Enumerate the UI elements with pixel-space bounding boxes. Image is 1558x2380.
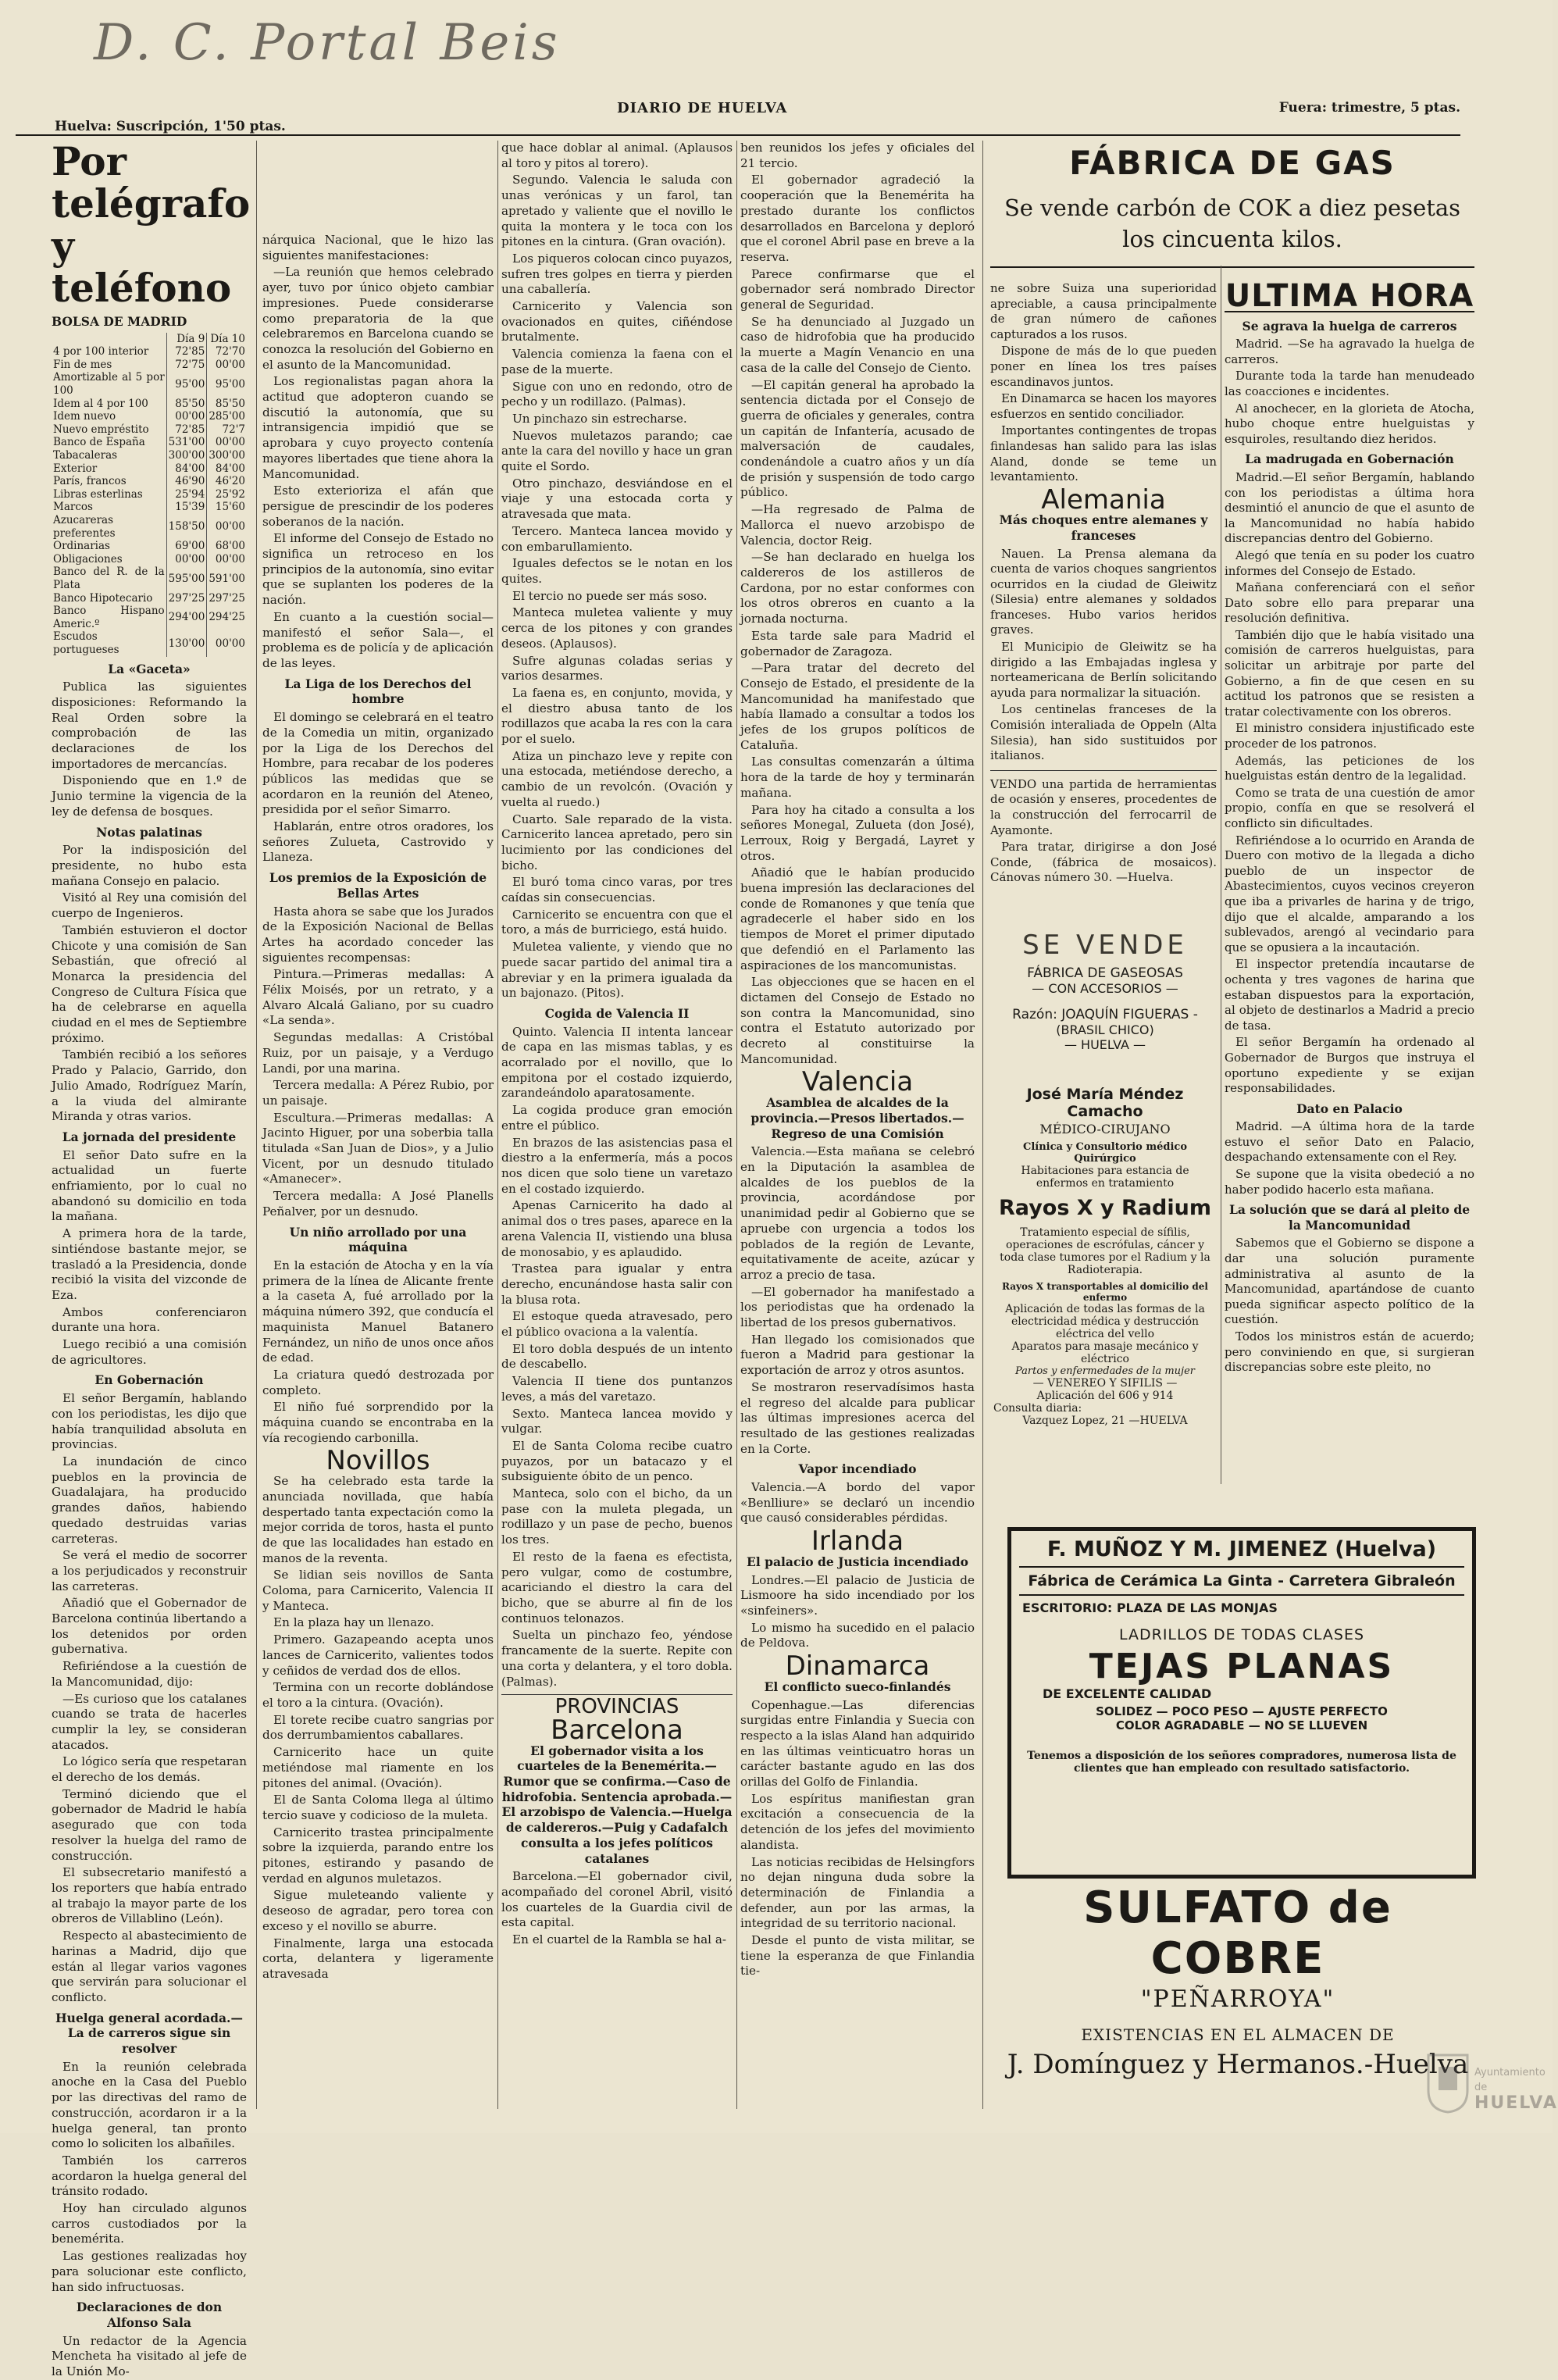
table-row: 4 por 100 interior 72'85 72'70 [53,345,245,359]
paragraph: Parece confirmarse que el gobernador será nombrado Director general de Seguridad. [740,266,975,312]
ad-title: Rayos X y Radium [999,1196,1211,1220]
paragraph: —Para tratar del decreto del Consejo de Estado, el presidente de la Mancomunidad ha manifestado que había llamado a consultar a todos los jefes de los grupos políticos de Cataluña. [740,661,975,752]
paragraph: Añadió que le habían producido buena impresión las declaraciones del conde de Romanones y que tenía que agradecerle el haber sido en los tiempos de Moret el primer diputado que defendió en el Parlamento las aspiraciones de los mancomunistas. [740,865,975,972]
paragraph: Desde el punto de vista militar, se tiene la esperanza de que Finlandia tie- [740,1933,975,1979]
paragraph: Se supone que la visita obedeció a no haber podido hacerlo esta mañana. [1225,1167,1474,1197]
paragraph: El torete recibe cuatro sangrias por dos derrumbamientos caballares. [262,1712,494,1743]
paragraph: Tercera medalla: A José Planells Peñalver, por un desnudo. [262,1189,494,1219]
paragraph: El señor Dato sufre en la actualidad un fuerte enfriamiento, por lo cual no abandonó su domicilio en toda la mañana. [52,1147,247,1224]
ad-title: TEJAS PLANAS [1089,1647,1395,1686]
paragraph: El tercio no puede ser más soso. [512,588,708,603]
paragraph: Se verá el medio de socorrer a los perjudicados y reconstruir las carreteras. [52,1548,247,1593]
table-row: Marcos 15'39 15'60 [53,501,245,514]
ad-text: LADRILLOS DE TODAS CLASES [1118,1626,1365,1643]
section-title: ULTIMA HORA [1225,278,1474,314]
paragraph: El gobernador agradeció la cooperación que la Benemérita ha prestado durante los conflictos desarrollados en Barcelona y deploró que el coronel Abril pase en breve a la reserva. [740,173,975,264]
paragraph: Sabemos que el Gobierno se dispone a dar una solución puramente administrativa al asunto de la Mancomunidad, apartándose de cuanto pueda significar aspecto político de la cuestión. [1225,1236,1474,1327]
section-heading: Irlanda [811,1525,904,1558]
paragraph: El domingo se celebrará en el teatro de la Comedia un mitin, organizado por la Liga de los Derechos del Hombre, para recabar de los poderes públicos las medidas que se acordaron en la reunión del Ateneo, presidida por el señor Simarro. [262,710,494,817]
ad-text: los cincuenta kilos. [1122,226,1342,252]
paragraph: Se mostraron reservadísimos hasta el regreso del alcalde para publicar las últimas impresiones acerca del resultado de las gestiones realizadas en la Corte. [740,1379,975,1456]
ad-title: SULFATO de COBRE [1083,1882,1392,1984]
ad-title: FÁBRICA DE GAS [1069,144,1396,182]
paragraph: Las consultas comenzarán a última hora de la tarde de hoy y terminarán mañana. [740,755,975,800]
paragraph: El de Santa Coloma recibe cuatro puyazos, por un batacazo y el subsiguiente óbito de un penco. [501,1438,733,1484]
paragraph: El resto de la faena es efectista, pero vulgar, como de costumbre, acariciando el diestro la cara del bicho, que se aburre al fin de los continuos telonazos. [501,1549,733,1625]
paragraph: Refiriéndose a la cuestión de la Mancomunidad, dijo: [52,1659,247,1689]
table-row: Amortizable al 5 por 100 95'00 95'00 [53,371,245,398]
paragraph: Suelta un pinchazo feo, yéndose francamente de la suerte. Repite con una corta y delantera, y el toro dobla. (Palmas). [501,1628,733,1689]
article-heading: Se agrava la huelga de carreros [1242,318,1457,334]
ad-text: — HUELVA — [1064,1037,1146,1052]
ad-medico [993,1086,1217,1492]
ad-text: Vazquez Lopez, 21 —HUELVA [1022,1415,1188,1427]
column-ultima-hora [1225,278,1474,1500]
paragraph: También recibió a los señores Prado y Palacio, Garrido, don Julio Amado, Rodríguez Marín, a la viuda del almirante Miranda y otras varios. [52,1047,247,1124]
paragraph: Los espíritus manifiestan gran excitación a consecuencia de la detención de los jefes del movimiento alandista. [740,1791,975,1852]
classified-ad: VENDO una partida de herramientas de ocasión y enseres, procedentes de la construcción del ferrocarril de Ayamonte. [990,776,1217,837]
table-row: Banco del R. de la Plata 595'00 591'00 [53,566,245,591]
paragraph: Además, las peticiones de los huelguistas están dentro de la legalidad. [1225,753,1474,783]
paragraph: Dispone de más de lo que pueden poner en línea los tres países escandinavos juntos. [990,344,1217,389]
paragraph: Como se trata de una cuestión de amor propio, confía en que se resolverá el conflicto sin dificultades. [1225,785,1474,830]
paragraph: Disponiendo que en 1.º de Junio termine la vigencia de la ley de defensa de bosques. [52,773,247,819]
column-1 [52,138,251,2379]
ad-title: F. MUÑOZ Y M. JIMENEZ (Huelva) [1046,1537,1437,1561]
paragraph: En la estación de Atocha y en la vía primera de la línea de Alicante frente a la caseta A, fué arrollado por la máquina número 392, que conducía el maquinista Manuel Batanero Fernández, un niño de unos once años de edad. [262,1258,494,1365]
paragraph: Madrid.—El señor Bergamín, hablando con los periodistas a última hora desmintió el anuncio de que el asunto de la Mancomunidad no había habido discrepancias dentro del Gobierno. [1225,469,1474,546]
ad-text: Tratamiento especial de sífilis, operaciones de escrófulas, cáncer y toda clase tumores por el Radium y la Radioterapia. [1000,1226,1210,1276]
ad-text: SOLIDEZ — POCO PESO — AJUSTE PERFECTO [1096,1704,1388,1718]
paragraph: ben reunidos los jefes y oficiales del 21 tercio. [740,141,975,170]
section-heading: PROVINCIAS [501,1694,733,1715]
paragraph: Sigue con uno en redondo, otro de pecho y un rodillazo. (Palmas). [501,379,733,409]
column-divider [982,141,983,2109]
paragraph: El Municipio de Gleiwitz se ha dirigido a las Embajadas inglesa y norteamericana de Berlín solicitando ayuda para normalizar la situación. [990,640,1217,700]
table-row: Obligaciones 00'00 00'00 [53,552,245,566]
column-divider [736,141,737,2109]
ad-text: Habitaciones para estancia de enfermos en tratamiento [1021,1165,1189,1190]
paragraph: Carnicerito trastea principalmente sobre la izquierda, parando entre los pitones, estirando y pasando de verdad en algunos muletazos. [262,1825,494,1886]
column-3 [501,141,733,2093]
paragraph: Lo mismo ha sucedido en el palacio de Peldova. [740,1620,975,1650]
paragraph: Respecto al abastecimiento de harinas a Madrid, dijo que están al llegar varios vagones que servirán para solucionar el conflicto. [52,1929,247,2004]
paragraph: Carnicerito se encuentra con que el toro, a más de burriciego, está huido. [501,907,733,937]
paragraph: El inspector pretendía incautarse de ochenta y tres vagones de harina que estaban dispuestos para la exportación, al objeto de destinarlos a Madrid a precio de tasa. [1225,957,1474,1033]
stock-heading: BOLSA DE MADRID [52,314,187,329]
article-heading: Huelga general acordada.—La de carreros sigue sin resolver [55,2010,243,2057]
ad-text: Aplicación de todas las formas de la electricidad médica y destrucción eléctrica del vello [1005,1303,1205,1340]
paragraph: Las noticias recibidas de Helsingfors no dejan ninguna duda sobre la determinación de Finlandia a defender, aun por las armas, la integridad de su territorio nacional. [740,1854,975,1931]
outside-price: Fuera: trimestre, 5 ptas. [1278,100,1460,116]
column-divider [497,141,498,2109]
table-row: Idem al 4 por 100 85'50 85'50 [53,397,245,410]
ad-title: SE VENDE [1022,930,1188,961]
paragraph: Alegó que tenía en su poder los cuatro informes del Consejo de Estado. [1225,548,1474,578]
paragraph: Las objecciones que se hacen en el dictamen del Consejo de Estado no son contra la Mancomunidad, sino contra el Estatuto autorizado por decreto al constituirse la Mancomunidad. [740,975,975,1066]
ad-text: MÉDICO-CIRUJANO [1039,1122,1171,1136]
paragraph: Los piqueros colocan cinco puyazos, sufren tres golpes en tierra y pierden una caballería. [501,251,733,297]
paragraph: que hace doblar al animal. (Aplausos al toro y pitos al torero). [501,141,733,170]
table-row: París, francos 46'90 46'20 [53,475,245,488]
paragraph: Copenhague.—Las diferencias surgidas entre Finlandia y Suecia con respecto a la islas Aland han adquirido en las últimas veinticuatro horas un carácter bastante agudo en las dos orillas del Golfo de Finlandia. [740,1697,975,1789]
ad-text: Fábrica de Cerámica La Ginta - Carretera Gibraleón [1028,1572,1456,1590]
ad-text: "PEÑARROYA" [1140,1986,1335,2013]
section-heading: Novillos [326,1445,430,1477]
table-row: Tabacaleras 300'00 300'00 [53,449,245,462]
ad-ceramica [1007,1527,1476,1879]
paragraph: También estuvieron el doctor Chicote y una comisión de San Sebastián, que ofreció al Monarca la presidencia del Congreso de Cultura Física que ha de celebrarse en aquella ciudad en el mes de Septiembre próximo. [52,922,247,1045]
paragraph: El subsecretario manifestó a los reporters que había entrado al trabajo la mayor parte de los obreros de Villablino (León). [52,1865,247,1926]
paragraph: Hablarán, entre otros oradores, los señores Zulueta, Castrovido y Llaneza. [262,819,494,865]
paragraph: Todos los ministros están de acuerdo; pero conviniendo en que, si surgieran discrepancias sobre este pleito, no [1225,1329,1474,1375]
article-heading: Vapor incendiado [798,1461,917,1477]
article-heading: Los premios de la Exposición de Bellas Artes [269,870,487,901]
column-5 [990,281,1217,914]
paragraph: Carnicerito hace un quite metiéndose mal riamente en los pitones del animal. (Ovación). [262,1745,494,1790]
paragraph: El informe del Consejo de Estado no significa un retroceso en los principios de la autonomía, sino evitar que se suplanten los poderes de la nación. [262,531,494,608]
paragraph: También dijo que le había visitado una comisión de carreros huelguistas, para solicitar un arbitraje por parte del Gobierno, a fin de que cesen en su actitud los patronos que se resisten a tratar colectivamente con los obreros. [1225,627,1474,719]
paragraph: El ministro considera injustificado este proceder de los patronos. [1225,721,1474,751]
paragraph: En cuanto a la cuestión social—manifestó el señor Sala—, el problema es de policía y de aplicación de las leyes. [262,609,494,670]
ad-text: EXISTENCIAS EN EL ALMACEN DE [1081,2025,1395,2044]
paragraph: Refiriéndose a lo ocurrido en Aranda de Duero con motivo de la llegada a dicho pueblo de un inspector de Abastecimientos, cuyos vecinos creyeron que iba a privarles de harina y de trigo, dijo que el alcalde, amparando a los sublevados, arengó al vecindario para que se opusiera a la incautación. [1225,833,1474,954]
paragraph: En la plaza hay un llenazo. [273,1615,434,1630]
ad-text: ESCRITORIO: PLAZA DE LAS MONJAS [1022,1600,1278,1615]
paragraph: Sexto. Manteca lancea movido y vulgar. [501,1406,733,1436]
article-heading: Declaraciones de don Alfonso Sala [76,2300,223,2330]
table-row: Banco Hispano Americ.º 294'00 294'25 [53,605,245,630]
paragraph: Segundas medallas: A Cristóbal Ruiz, por un paisaje, y a Verdugo Landi, por una marina. [262,1030,494,1076]
paragraph: ne sobre Suiza una superioridad apreciable, a causa principalmente de gran número de cañones capturados a los rusos. [990,281,1217,341]
article-subheading: Más choques entre alemanes y franceses [999,512,1208,543]
ad-text: Aplicación del 606 y 914 [1036,1390,1174,1402]
ad-sulfato [1000,1882,1476,2080]
paragraph: Manteca, solo con el bicho, da un pase con la muleta plegada, un rodillazo y un pase de pecho, buenos los tres. [501,1486,733,1547]
paragraph: Valencia II tiene dos puntanzos leves, a más del varetazo. [501,1374,733,1404]
article-heading: Un niño arrollado por una máquina [289,1224,467,1255]
column-divider [256,141,257,2109]
paragraph: Segundo. Valencia le saluda con unas verónicas y un farol, tan apretado y valiente que el novillo le quita la montera y le toca con los pitones en la cintura. (Gran ovación). [501,173,733,249]
paragraph: Los centinelas franceses de la Comisión interaliada de Oppeln (Alta Silesia), han sido sustituidos por italianos. [990,702,1217,763]
table-row: Idem nuevo 00'00 285'00 [53,410,245,423]
local-price: Huelva: Suscripción, 1'50 ptas. [55,119,286,134]
article-heading: Dato en Palacio [1296,1101,1403,1116]
article-heading: La solución que se dará al pleito de la Mancomunidad [1228,1202,1471,1233]
article-heading: La jornada del presidente [62,1129,237,1144]
paragraph: Londres.—El palacio de Justicia de Lismoore ha sido incendiado por los «sinfeiners». [740,1572,975,1618]
paragraph: Valencia.—Esta mañana se celebró en la Diputación la asamblea de alcaldes de los pueblos de la provincia, acordándose por unanimidad pedir al Gobierno que se apruebe con urgencia a todos los poblados de la región de Levante, equitativamente de aceite, azúcar y arroz a precio de tasa. [740,1144,975,1282]
section-heading: Dinamarca [785,1650,930,1682]
paragraph: La cogida produce gran emoción entre el público. [501,1103,733,1133]
paragraph: Valencia.—A bordo del vapor «Benlliure» se declaró un incendio que causó considerables pérdidas. [740,1480,975,1525]
city-seal-icon [1424,2051,1471,2114]
paragraph: Termina con un recorte doblándose el toro a la cintura. (Ovación). [262,1680,494,1710]
paragraph: Se ha denunciado al Juzgado un caso de hidrofobia que ha producido la muerte a Magín Venancio en una casa de la calle del Consejo de Ciento. [740,314,975,375]
ad-title: José María Méndez Camacho [1026,1086,1184,1120]
paragraph: Madrid. —Se ha agravado la huelga de carreros. [1225,337,1474,366]
paragraph: El señor Bergamín, hablando con los periodistas, les dijo que había tranquilidad absoluta en provincias. [52,1391,247,1452]
table-row: Ordinarias 69'00 68'00 [53,540,245,553]
article-heading: Notas palatinas [96,824,202,840]
ad-text: — VENEREO Y SIFILIS — [1032,1377,1178,1390]
paragraph: Quinto. Valencia II intenta lancear de capa en las mismas tablas, y es acorralado por el novillo, que lo empitona por el costado izquierdo, zarandeándolo aparatosamente. [501,1024,733,1101]
paragraph: Esta tarde sale para Madrid el gobernador de Zaragoza. [740,628,975,658]
paragraph: El estoque queda atravesado, pero el público ovaciona a la valentía. [501,1309,733,1340]
paragraph: El toro dobla después de un intento de descabello. [501,1341,733,1372]
classified-ad: Para tratar, dirigirse a don José Conde, (fábrica de mosaicos). Cánovas número 30. —Huelva. [990,840,1217,885]
table-row: Nuevo empréstito 72'85 72'7 [53,423,245,436]
column-2 [262,233,494,2186]
paragraph: Iguales defectos se le notan en los quites. [501,556,733,586]
table-row: Azucareras preferentes 158'50 00'00 [53,514,245,540]
paragraph: Lo lógico sería que respetaran el derecho de los demás. [52,1754,247,1785]
paragraph: Ambos conferenciaron durante una hora. [52,1304,247,1335]
paragraph: Para hoy ha citado a consulta a los señores Monegal, Zulueta (don José), Lerroux, Roig y Bergadá, Layret y otros. [740,802,975,863]
section-heading: Barcelona [551,1714,683,1746]
ad-text: — CON ACCESORIOS — [1032,981,1178,996]
paragraph: La inundación de cinco pueblos en la provincia de Guadalajara, ha producido grandes daños, habiendo quedado destruidas varias carreteras. [52,1454,247,1546]
paragraph: Mañana conferenciará con el señor Dato sobre ello para preparar una resolución definitiva. [1225,580,1474,626]
ad-se-vende [993,930,1217,1070]
section-title: Por telégrafo y teléfono [52,138,251,311]
stock-table [52,333,247,657]
paragraph: El señor Bergamín ha ordenado al Gobernador de Burgos que instruya el oportuno expediente y se exijan responsabilidades. [1225,1035,1474,1096]
paragraph: Barcelona.—El gobernador civil, acompañado del coronel Abril, visitó los cuarteles de la Guardia civil de esta capital. [501,1869,733,1930]
paragraph: Atiza un pinchazo leve y repite con una estocada, metiéndose derecho, a cambio de un revolcón. (Ovación y vuelta al ruedo.) [501,748,733,809]
paragraph: nárquica Nacional, que le hizo las siguientes manifestaciones: [262,233,494,262]
paragraph: Muletea valiente, y viendo que no puede sacar partido del animal tira a abreviar y en la primera igualada da un bajonazo. (Pitos). [501,940,733,1001]
ad-text: Partos y enfermedades de la mujer [1015,1365,1195,1377]
paragraph: Por la indisposición del presidente, no hubo esta mañana Consejo en palacio. [52,843,247,888]
paragraph: Hoy han circulado algunos carros custodiados por la benemérita. [52,2201,247,2246]
masthead [16,100,1460,139]
paragraph: El de Santa Coloma llega al último tercio suave y codicioso de la muleta. [262,1793,494,1822]
paragraph: Se ha celebrado esta tarde la anunciada novillada, que había despertado tanta expectación como la mejor corrida de toros, hasta el punto de que las localidades han estado en manos de la reventa. [262,1474,494,1565]
paragraph: La faena es, en conjunto, movida, y el diestro abusa tanto de los rodillazos que acaba la res con la cara por el suelo. [501,685,733,747]
paragraph: —Es curioso que los catalanes cuando se trata de hacerles cumplir la ley, se consideran atacados. [52,1691,247,1752]
masthead-rule [16,134,1460,136]
article-heading: En Gobernación [94,1372,204,1388]
article-heading: La «Gaceta» [108,661,191,676]
ad-fabrica-gas [990,141,1474,266]
table-row: Banco de España 531'00 00'00 [53,436,245,449]
paragraph: La criatura quedó destrozada por completo. [262,1367,494,1397]
paragraph: Trastea para igualar y entra derecho, encunándose hasta salir con la blusa rota. [501,1261,733,1307]
paragraph: Madrid. —A última hora de la tarde estuvo el señor Dato en Palacio, despachando extensamente con el Rey. [1225,1119,1474,1165]
paragraph: El niño fué sorprendido por la máquina cuando se encontraba en la vía recogiendo carbonilla. [262,1400,494,1445]
ad-text: Se vende carbón de COK a diez pesetas [1004,194,1461,221]
paragraph: —Se han declarado en huelga los caldereros de los astilleros de Cardona, por no estar conformes con los otros obreros en cuanto a la jornada nocturna. [740,550,975,626]
paragraph: —La reunión que hemos celebrado ayer, tuvo por único objeto cambiar impresiones. Puede considerarse como preparatoria de la que celebraremos en Barcelona cuando se conozca la resolución del Gobierno en el asunto de la Mancomunidad. [262,265,494,372]
paragraph: Han llegado los comisionados que fueron a Madrid para gestionar la exportación de arroz y otros asuntos. [740,1332,975,1378]
ad-text: J. Domínguez y Hermanos.-Huelva [1007,2049,1469,2080]
paragraph: Un redactor de la Agencia Mencheta ha visitado al jefe de la Unión Mo- [52,2333,247,2379]
ad-text: FÁBRICA DE GASEOSAS [1027,965,1183,981]
paragraph: Primero. Gazapeando acepta unos lances de Carnicerito, valientes todos y ceñidos de verdad dos de ellos. [262,1632,494,1678]
paper-name: DIARIO DE HUELVA [617,100,788,116]
paragraph: Carnicerito y Valencia son ovacionados en quites, ciñéndose brutalmente. [501,299,733,344]
paragraph: Las gestiones realizadas hoy para solucionar este conflicto, han sido infructuosas. [52,2249,247,2294]
table-row: Exterior 84'00 84'00 [53,462,245,475]
paragraph: Valencia comienza la faena con el pase de la muerte. [501,347,733,376]
article-subheading: El conflicto sueco-finlandés [764,1679,951,1694]
stock-col-head: Día 9 [166,333,207,346]
paragraph: Otro pinchazo, desviándose en el viaje y una estocada corta y atravesada que mata. [501,476,733,522]
paragraph: Durante toda la tarde han menudeado las coacciones e incidentes. [1225,369,1474,398]
ad-text: DE EXCELENTE CALIDAD [1043,1686,1212,1701]
paragraph: Al anochecer, en la glorieta de Atocha, hubo choque entre huelguistas y esquiroles, resultando diez heridos. [1225,401,1474,446]
article-heading: Cogida de Valencia II [544,1005,690,1021]
article-subheading: El gobernador visita a los cuarteles de la Benemérita.—Rumor que se confirma.—Caso de hidrofobia. Sentencia aprobada.—El arzobispo de Valencia.—Huelga de caldereros.—Puig y Cadafalch consulta a los jefes políticos catalanes [501,1743,733,1866]
paragraph: Importantes contingentes de tropas finlandesas han salido para las islas Aland, donde se teme un levantamiento. [990,423,1217,484]
ad-text: Razón: JOAQUÍN FIGUERAS - [1012,1007,1198,1022]
paragraph: Añadió que el Gobernador de Barcelona continúa libertando a los detenidos por orden gubernativa. [52,1596,247,1657]
paragraph: Cuarto. Sale reparado de la vista. Carnicerito lancea apretado, pero sin lucimiento por las condiciones del bicho. [501,812,733,872]
paragraph: Visitó al Rey una comisión del cuerpo de Ingenieros. [52,890,247,921]
section-heading: Valencia [801,1066,914,1098]
ad-text: Aparatos para masaje mecánico y eléctrico [1011,1340,1199,1365]
article-heading: La madrugada en Gobernación [1245,451,1454,467]
paragraph: En el cuartel de la Rambla se hal a- [512,1932,727,1947]
paragraph: Finalmente, larga una estocada corta, delantera y ligeramente atravesada [262,1936,494,1981]
table-row: Libras esterlinas 25'94 25'92 [53,487,245,501]
paragraph: Un pinchazo sin estrecharse. [512,411,687,426]
paragraph: Manteca muletea valiente y muy cerca de los pitones y con grandes deseos. (Aplausos). [501,605,733,651]
table-row: Fin de mes 72'75 00'00 [53,358,245,371]
paragraph: —El gobernador ha manifestado a los periodistas que ha ordenado la libertad de los presos gubernativos. [740,1284,975,1330]
ad-text: Consulta diaria: [993,1402,1082,1415]
ad-text: Rayos X transportables al domicilio del enfermo [1001,1281,1208,1303]
paragraph: En brazos de las asistencias pasa el diestro a la enfermería, más a pocos nos dicen que solo tiene un varetazo en el costado izquierdo. [501,1135,733,1196]
watermark-text: Ayuntamiento de [1474,2067,1546,2093]
paragraph: Publica las siguientes disposiciones: Reformando la Real Orden sobre la comprobación de las declaraciones de los importadores de mercancías. [52,680,247,771]
paragraph: Nuevos muletazos parando; cae ante la cara del novillo y hace un gran quite el Sordo. [501,428,733,474]
watermark-text: HUELVA [1474,2093,1558,2113]
paragraph: Luego recibió a una comisión de agricultores. [52,1337,247,1367]
paragraph: Escultura.—Primeras medallas: A Jacinto Higuer, por una soberbia talla titulada «San Juan de Dios», y a Julio Vicent, por un desnudo titulado «Amanecer». [262,1110,494,1186]
paragraph: —Ha regresado de Palma de Mallorca el nuevo arzobispo de Valencia, doctor Reig. [740,502,975,548]
stock-col-head: Día 10 [207,333,247,346]
paragraph: —El capitán general ha aprobado la sentencia dictada por el Consejo de guerra de oficiales y generales, contra un capitán de Infantería, acusado de malversación de caudales, condenándole a cuatro años y un día de prisión y suspensión de todo cargo público. [740,377,975,500]
paragraph: Sufre algunas coladas serias y varios desarmes. [501,653,733,683]
table-row: Banco Hipotecario 297'25 297'25 [53,591,245,605]
paragraph: En la reunión celebrada anoche en la Casa del Pueblo por las directivas del ramo de construcción, acordaron ir a la huelga general, tan pronto como lo soliciten los albañiles. [52,2059,247,2151]
paragraph: Se lidian seis novillos de Santa Coloma, para Carnicerito, Valencia II y Manteca. [262,1568,494,1613]
paragraph: El buró toma cinco varas, por tres caídas sin consecuencias. [501,875,733,905]
paragraph: Esto exterioriza el afán que persigue de prescindir de los poderes soberanos de la nación. [262,483,494,529]
paragraph: Tercero. Manteca lancea movido y con embarullamiento. [501,523,733,554]
article-subheading: El palacio de Justicia incendiado [747,1554,968,1569]
paragraph: Pintura.—Primeras medallas: A Félix Moisés, por un retrato, y a Alvaro Alcalá Galiano, por su cuadro «La senda». [262,967,494,1028]
paragraph: Terminó diciendo que el gobernador de Madrid le había asegurado que con toda resolver la huelga del ramo de construcción. [52,1786,247,1863]
ad-text: (BRASIL CHICO) [1056,1022,1154,1037]
paragraph: También los carreros acordaron la huelga general del tránsito rodado. [52,2153,247,2199]
paragraph: Nauen. La Prensa alemana da cuenta de varios choques sangrientos ocurridos en la ciudad de Gleiwitz (Silesia) entre alemanes y soldados franceses. Hubo varios heridos graves. [990,546,1217,637]
table-row: Escudos portugueses 130'00 00'00 [53,630,245,656]
section-heading: Alemania [1041,483,1166,516]
paragraph: Los regionalistas pagan ahora la actitud que adopteron cuando se discutió la autonomía, que su intransigencia impidió que se aprobara y cuyo proyecto contenía mayores libertades que tiene ahora la Mancomunidad. [262,374,494,481]
ad-text: Tenemos a disposición de los señores compradores, numerosa lista de clientes que han empleado con resultado satisfactorio. [1027,1750,1456,1775]
ad-text: COLOR AGRADABLE — NO SE LLUEVEN [1115,1718,1368,1732]
paragraph: Tercera medalla: A Pérez Rubio, por un paisaje. [262,1078,494,1108]
paragraph: En Dinamarca se hacen los mayores esfuerzos en sentido conciliador. [990,391,1217,421]
article-subheading: Asamblea de alcaldes de la provincia.—Presos libertados.—Regreso de una Comisión [750,1095,964,1141]
ad-text: Clínica y Consultorio médico Quirúrgico [1022,1141,1188,1165]
paragraph: Apenas Carnicerito ha dado al animal dos o tres pases, aparece en la arena Valencia II, vistiendo una blusa de monosabio, y es aplaudido. [501,1198,733,1259]
paragraph: Hasta ahora se sabe que los Jurados de la Exposición Nacional de Bellas Artes ha acordado conceder las siguientes recompensas: [262,904,494,965]
paragraph: A primera hora de la tarde, sintiéndose bastante mejor, se trasladó a la Presidencia, donde recibió la visita del vizconde de Eza. [52,1226,247,1302]
archive-watermark [1474,2064,1558,2113]
article-heading: La Liga de los Derechos del hombre [284,676,472,707]
paragraph: Sigue muleteando valiente y deseoso de agradar, pero torea con exceso y el novillo se aburre. [262,1888,494,1933]
column-4 [740,141,975,2093]
handwritten-signature: D. C. Portal Beis [94,14,561,72]
